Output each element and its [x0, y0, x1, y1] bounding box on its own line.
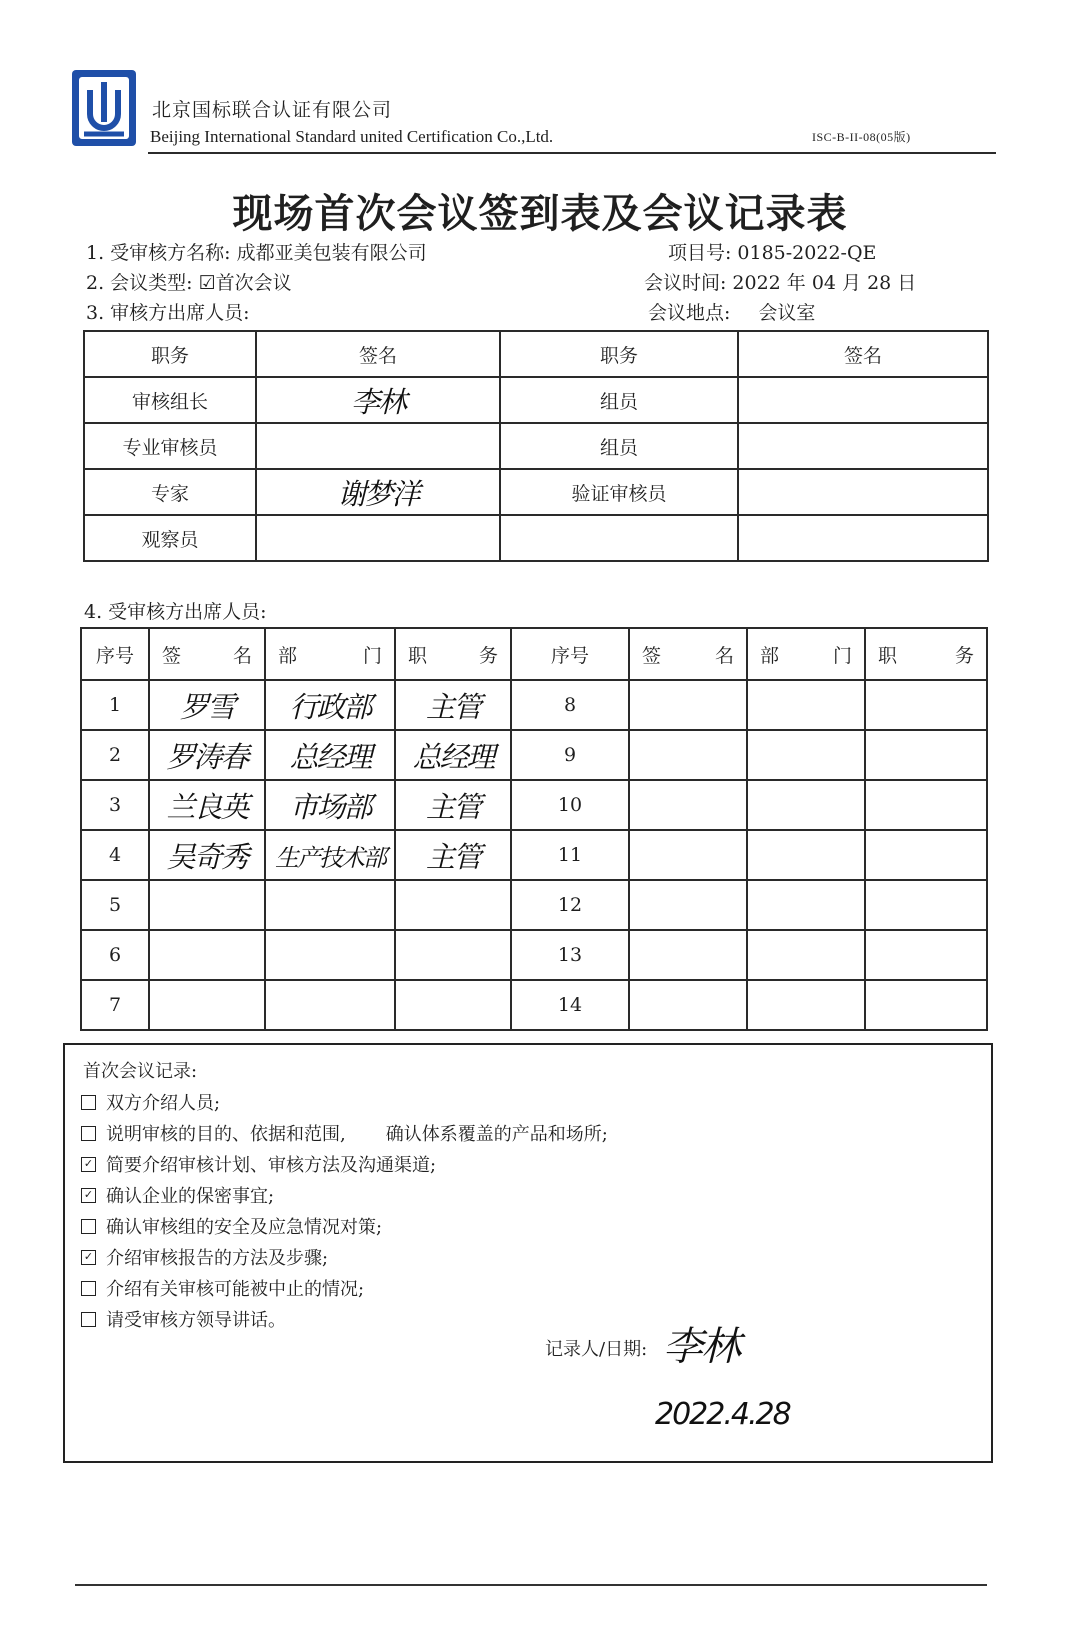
recorder-label: 记录人/日期:: [545, 1339, 648, 1360]
position-cell: [865, 880, 987, 930]
position-cell: 主管: [395, 780, 511, 830]
record-item: [81, 1151, 436, 1177]
signature-cell: [629, 780, 747, 830]
header-cell: 签名: [256, 331, 500, 377]
checkbox-icon: [81, 1219, 96, 1234]
position-cell: [865, 980, 987, 1030]
department-cell: 总经理: [265, 730, 395, 780]
auditee-attendees-label: 4. 受审核方出席人员:: [84, 601, 267, 623]
position-cell: [395, 880, 511, 930]
record-title: 首次会议记录:: [83, 1061, 198, 1082]
audit-team-label: 3. 审核方出席人员:: [86, 302, 250, 324]
meeting-type-line: [86, 268, 292, 295]
record-item-text: 双方介绍人员;: [106, 1093, 221, 1114]
signature-cell: 谢梦洋: [256, 469, 500, 515]
meeting-type: ☑首次会议: [198, 272, 292, 294]
company-logo: [70, 68, 138, 148]
number-cell: 7: [81, 980, 149, 1030]
signature-cell: [629, 930, 747, 980]
header-char: 签: [642, 644, 662, 667]
number-cell: 2: [81, 730, 149, 780]
number-cell: 12: [511, 880, 629, 930]
department-cell: [747, 730, 865, 780]
signature-cell: [629, 880, 747, 930]
role-cell: 专业审核员: [84, 423, 256, 469]
record-date: 2022.4.28: [655, 1397, 790, 1432]
signature-cell: 李林: [256, 377, 500, 423]
header-cell: [629, 628, 747, 680]
department-cell: [265, 980, 395, 1030]
header-char: 签: [162, 644, 182, 667]
role-cell: 专家: [84, 469, 256, 515]
department-cell: [747, 880, 865, 930]
department-cell: 生产技术部: [265, 830, 395, 880]
header-char: 名: [714, 644, 734, 667]
meeting-record-box: [63, 1043, 993, 1463]
number-cell: 10: [511, 780, 629, 830]
header-cell: 序号: [511, 628, 629, 680]
signature-cell: [738, 377, 988, 423]
record-item-text: 介绍有关审核可能被中止的情况;: [106, 1279, 365, 1300]
number-cell: 14: [511, 980, 629, 1030]
header-char: 务: [954, 644, 974, 667]
header-char: 部: [760, 644, 780, 667]
meeting-type-label: 2. 会议类型:: [86, 272, 193, 294]
record-item-text: 简要介绍审核计划、审核方法及沟通渠道;: [106, 1155, 437, 1176]
role-cell: 组员: [500, 377, 738, 423]
department-cell: [747, 680, 865, 730]
document-title: 现场首次会议签到表及会议记录表: [232, 190, 848, 237]
signature-cell: [738, 515, 988, 561]
record-item: [81, 1306, 286, 1332]
record-item: [81, 1120, 608, 1146]
table-row: [81, 680, 987, 730]
number-cell: 4: [81, 830, 149, 880]
number-cell: 3: [81, 780, 149, 830]
header-cell: 序号: [81, 628, 149, 680]
form-code: ISC-B-II-08(05版): [812, 130, 911, 144]
role-cell: 验证审核员: [500, 469, 738, 515]
department-cell: [747, 980, 865, 1030]
table-header-row: [84, 331, 988, 377]
position-cell: [395, 980, 511, 1030]
project-label: 项目号:: [668, 242, 732, 264]
audit-team-line: [86, 298, 250, 325]
header-char: 门: [362, 644, 382, 667]
table-row: [81, 930, 987, 980]
checkbox-icon: [81, 1126, 96, 1141]
checkbox-icon: [81, 1095, 96, 1110]
signature-cell: 罗涛春: [149, 730, 265, 780]
checked-checkbox-icon: ✓: [81, 1157, 96, 1172]
position-cell: [395, 930, 511, 980]
position-cell: [865, 830, 987, 880]
department-cell: [747, 930, 865, 980]
position-cell: [865, 780, 987, 830]
header-divider: [148, 152, 996, 154]
position-cell: [865, 680, 987, 730]
number-cell: 13: [511, 930, 629, 980]
checked-checkbox-icon: ✓: [81, 1250, 96, 1265]
table-row: [81, 880, 987, 930]
record-item: [81, 1275, 364, 1301]
record-item: [81, 1244, 328, 1270]
project-line: [668, 238, 876, 265]
table-row: [81, 830, 987, 880]
auditee-line: [86, 238, 427, 265]
header-cell: [395, 628, 511, 680]
audit-team-table: [83, 330, 989, 562]
auditee-label: 1. 受审核方名称:: [86, 242, 231, 264]
meeting-time-label: 会议时间:: [644, 272, 727, 294]
record-item-text: 确认企业的保密事宜;: [106, 1186, 275, 1207]
record-item-text: 请受审核方领导讲话。: [106, 1310, 286, 1331]
project-number: 0185-2022-QE: [737, 242, 877, 264]
role-cell: 审核组长: [84, 377, 256, 423]
department-cell: [747, 780, 865, 830]
footer-rule: [75, 1584, 987, 1586]
signature-cell: [149, 880, 265, 930]
header-char: 职: [408, 644, 428, 667]
header-char: 务: [478, 644, 498, 667]
signature-cell: 兰良英: [149, 780, 265, 830]
number-cell: 9: [511, 730, 629, 780]
signature-cell: [629, 680, 747, 730]
position-cell: [865, 730, 987, 780]
record-item: [81, 1182, 274, 1208]
department-cell: 市场部: [265, 780, 395, 830]
header-cell: [265, 628, 395, 680]
table-row: [84, 469, 988, 515]
recorder-signature: 李林: [663, 1324, 739, 1370]
number-cell: 5: [81, 880, 149, 930]
position-cell: 总经理: [395, 730, 511, 780]
meeting-place: 会议室: [758, 302, 816, 324]
meeting-time-line: [644, 268, 916, 295]
header-cell: 职务: [500, 331, 738, 377]
header-char: 部: [278, 644, 298, 667]
auditee-attendees-table: [80, 627, 988, 1031]
role-cell: 观察员: [84, 515, 256, 561]
number-cell: 8: [511, 680, 629, 730]
department-cell: [265, 930, 395, 980]
department-cell: 行政部: [265, 680, 395, 730]
department-cell: [265, 880, 395, 930]
header-cell: [149, 628, 265, 680]
signature-cell: [738, 423, 988, 469]
number-cell: 1: [81, 680, 149, 730]
table-row: [81, 980, 987, 1030]
department-cell: [747, 830, 865, 880]
checked-checkbox-icon: ✓: [81, 1188, 96, 1203]
table-header-row: [81, 628, 987, 680]
signature-cell: [256, 423, 500, 469]
position-cell: 主管: [395, 830, 511, 880]
signature-cell: 吴奇秀: [149, 830, 265, 880]
table-row: [81, 730, 987, 780]
header-char: 名: [232, 644, 252, 667]
auditee-name: 成都亚美包装有限公司: [236, 242, 427, 264]
header-cell: 签名: [738, 331, 988, 377]
record-item-text: 说明审核的目的、依据和范围,: [106, 1124, 346, 1145]
position-cell: [865, 930, 987, 980]
table-row: [84, 377, 988, 423]
record-item: [81, 1089, 220, 1115]
meeting-place-line: [648, 298, 815, 325]
header-char: 职: [878, 644, 898, 667]
position-cell: 主管: [395, 680, 511, 730]
signature-cell: [149, 930, 265, 980]
meeting-place-label: 会议地点:: [648, 302, 731, 324]
company-name-en: Beijing International Standard united Certification Co.,Ltd.: [150, 127, 554, 146]
header-cell: [865, 628, 987, 680]
header-char: 门: [832, 644, 852, 667]
record-item-extra: 确认体系覆盖的产品和场所;: [385, 1124, 608, 1145]
signature-cell: [629, 830, 747, 880]
role-cell: [500, 515, 738, 561]
checkbox-icon: [81, 1281, 96, 1296]
header-cell: [747, 628, 865, 680]
checkbox-icon: [81, 1312, 96, 1327]
signature-cell: [629, 980, 747, 1030]
signature-cell: 罗雪: [149, 680, 265, 730]
record-item-text: 确认审核组的安全及应急情况对策;: [106, 1217, 383, 1238]
record-item-text: 介绍审核报告的方法及步骤;: [106, 1248, 329, 1269]
signature-cell: [629, 730, 747, 780]
number-cell: 6: [81, 930, 149, 980]
header-cell: 职务: [84, 331, 256, 377]
company-name-cn: 北京国标联合认证有限公司: [152, 99, 393, 121]
table-row: [84, 423, 988, 469]
signature-cell: [256, 515, 500, 561]
meeting-time: 2022 年 04 月 28 日: [732, 272, 917, 294]
table-row: [84, 515, 988, 561]
signature-cell: [738, 469, 988, 515]
record-item: [81, 1213, 382, 1239]
table-row: [81, 780, 987, 830]
number-cell: 11: [511, 830, 629, 880]
role-cell: 组员: [500, 423, 738, 469]
signature-cell: [149, 980, 265, 1030]
